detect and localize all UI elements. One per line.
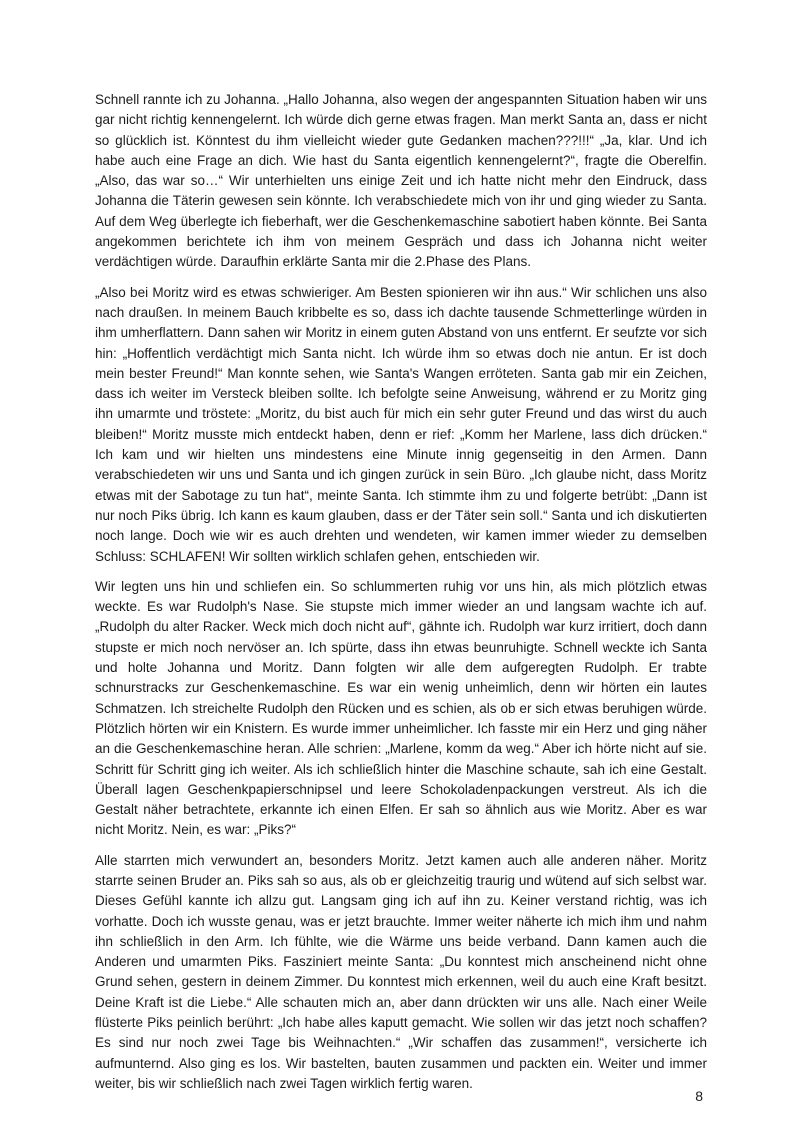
story-paragraph-1: Schnell rannte ich zu Johanna. „Hallo Johanna, also wegen der angespannten Situation haben wir uns gar nicht richtig kennengelernt. Ich würde dich gerne etwas fragen. Man merkt Santa an, dass er nicht so glücklich ist. Könntest du ihm vielleicht wieder gute Gedanken machen???!!!“ „Ja, klar. Und ich habe auch eine Frage an dich. Wie hast du Santa eigentlich kennengelernt?“, fragte die Oberelfin. „Also, das war so…“ Wir unterhielten uns einige Zeit und ich hatte nicht mehr den Eindruck, dass Johanna die Täterin gewesen sein könnte. Ich verabschiedete mich von ihr und ging wieder zu Santa. Auf dem Weg überlegte ich fieberhaft, wer die Geschenkemaschine sabotiert haben könnte. Bei Santa angekommen berichtete ich ihm von meinem Gespräch und dass ich Johanna nicht weiter verdächtigen würde. Daraufhin erklärte Santa mir die 2.Phase des Plans. xyxy=(95,92,707,270)
page-content xyxy=(95,90,707,1104)
story-paragraph-4: Alle starrten mich verwundert an, besonders Moritz. Jetzt kamen auch alle anderen näher. Moritz starrte seinen Bruder an. Piks sah so aus, als ob er gleichzeitig traurig und wütend auf sich selbst war. Dieses Gefühl kannte ich allzu gut. Langsam ging ich auf ihn zu. Keiner verstand richtig, was ich vorhatte. Doch ich wusste genau, was er jetzt brauchte. Immer weiter näherte ich mich ihm und nahm ihn schließlich in den Arm. Ich fühlte, wie die Wärme uns beide verband. Dann kamen auch die Anderen und umarmten Piks. Fasziniert meinte Santa: „Du konntest mich anscheinend nicht ohne Grund sehen, gestern in deinem Zimmer. Du konntest mich erkennen, weil du auch eine Kraft besitzt. Deine Kraft ist die Liebe.“ Alle schauten mich an, aber dann drückten wir uns alle. Nach einer Weile flüsterte Piks peinlich berührt: „Ich habe alles kaputt gemacht. Wie sollen wir das jetzt noch schaffen? Es sind nur noch zwei Tage bis Weihnachten.“ „Wir schaffen das zusammen!“, versicherte ich aufmunternd. Also ging es los. Wir bastelten, bauten zusammen und packten ein. Weiter und immer weiter, bis wir schließlich nach zwei Tagen wirklich fertig waren. xyxy=(95,852,707,1091)
page-number: 8 xyxy=(695,1088,703,1104)
story-paragraph-2: „Also bei Moritz wird es etwas schwieriger. Am Besten spionieren wir ihn aus.“ Wir schlichen uns also nach draußen. In meinem Bauch kribbelte es so, dass ich dachte tausende Schmetterlinge würden in ihm umherflattern. Dann sahen wir Moritz in einem guten Abstand von uns entfernt. Er seufzte vor sich hin: „Hoffentlich verdächtigt mich Santa nicht. Ich würde ihm so etwas doch nie antun. Er ist doch mein bester Freund!“ Man konnte sehen, wie Santa's Wangen erröteten. Santa gab mir ein Zeichen, dass ich weiter im Versteck bleiben sollte. Ich befolgte seine Anweisung, während er zu Moritz ging ihn umarmte und tröstete: „Moritz, du bist auch für mich ein sehr guter Freund und das wirst du auch bleiben!“ Moritz musste mich entdeckt haben, denn er rief: „Komm her Marlene, lass dich drücken.“ Ich kam und wir hielten uns mindestens eine Minute innig gegenseitig in den Armen. Dann verabschiedeten wir uns und Santa und ich gingen zurück in sein Büro. „Ich glaube nicht, dass Moritz etwas mit der Sabotage zu tun hat“, meinte Santa. Ich stimmte ihm zu und folgerte betrübt: „Dann ist nur noch Piks übrig. Ich kann es kaum glauben, dass er der Täter sein soll.“ Santa und ich diskutierten noch lange. Doch wie wir es auch drehten und wendeten, wir kamen immer wieder zu demselben Schluss: SCHLAFEN! Wir sollten wirklich schlafen gehen, entschieden wir. xyxy=(95,284,707,564)
story-paragraph-3: Wir legten uns hin und schliefen ein. So schlummerten ruhig vor uns hin, als mich plötzlich etwas weckte. Es war Rudolph's Nase. Sie stupste mich immer wieder an und langsam wachte ich auf. „Rudolph du alter Racker. Weck mich doch nicht auf“, gähnte ich. Rudolph war kurz irritiert, doch dann stupste er mich noch nervöser an. Ich spürte, dass ihn etwas beunruhigte. Schnell weckte ich Santa und holte Johanna und Moritz. Dann folgten wir alle dem aufgeregten Rudolph. Er trabte schnurstracks zur Geschenkemaschine. Es war ein wenig unheimlich, denn wir hörten ein lautes Schmatzen. Ich streichelte Rudolph den Rücken und es schien, als ob er sich etwas beruhigen würde. Plötzlich hörten wir ein Knistern. Es wurde immer unheimlicher. Ich fasste mir ein Herz und ging näher an die Geschenkemaschine heran. Alle schrien: „Marlene, komm da weg.“ Aber ich hörte nicht auf sie. Schritt für Schritt ging ich weiter. Als ich schließlich hinter die Maschine schaute, sah ich eine Gestalt. Überall lagen Geschenkpapierschnipsel und leere Schokoladenpackungen verstreut. Als ich die Gestalt näher betrachtete, erkannte ich einen Elfen. Er sah so ähnlich aus wie Moritz. Aber es war nicht Moritz. Nein, es war: „Piks?“ xyxy=(95,578,707,838)
